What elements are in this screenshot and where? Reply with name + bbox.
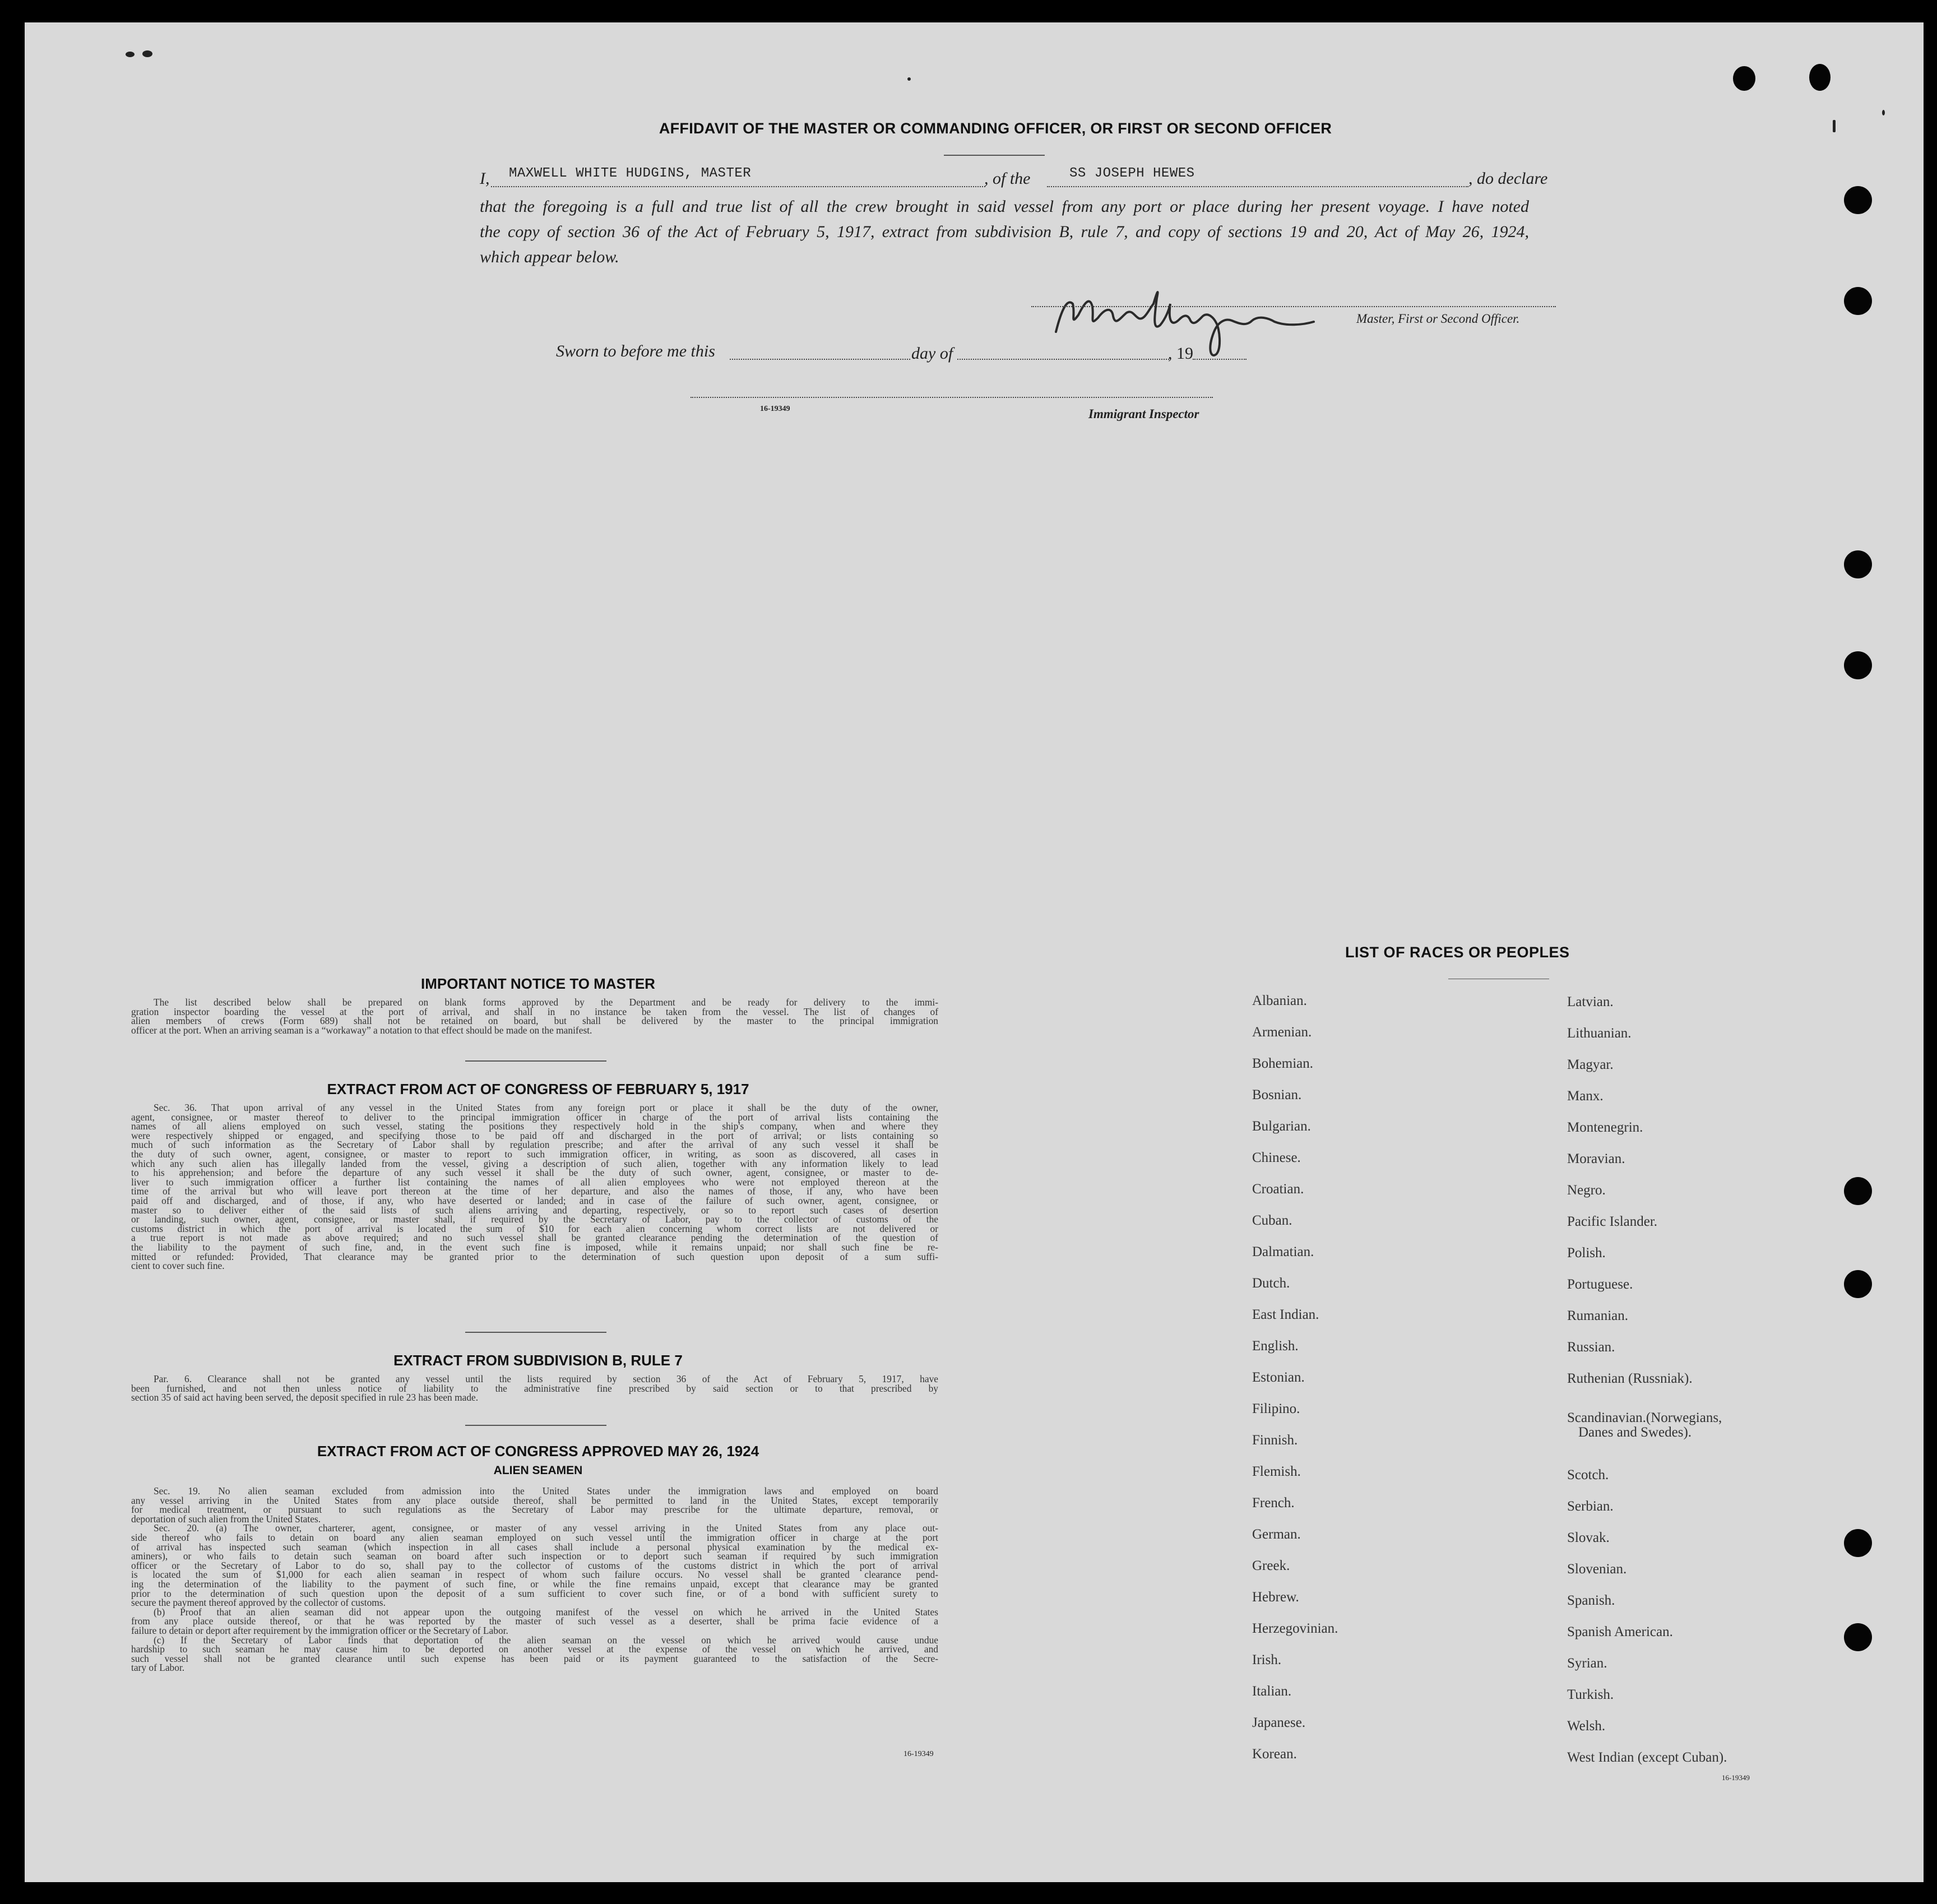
act-1924-line: Sec. 19. No alien seaman excluded from admission into the United States under the immigration laws and employed on board — [154, 1485, 938, 1497]
sworn-label: Sworn to before me this — [556, 342, 715, 360]
punch-hole — [1844, 1270, 1872, 1298]
act-1917-line: time of the arrival but who will leave port thereon at the time of her departure, and also the names of those, if any, who have been — [131, 1185, 938, 1197]
race-item: Negro. — [1567, 1183, 1606, 1198]
inspector-caption: Immigrant Inspector — [1088, 407, 1199, 421]
punch-hole — [1844, 1529, 1872, 1557]
year-prefix: , 19 — [1168, 344, 1193, 363]
race-item: Russian. — [1567, 1340, 1615, 1355]
race-item: Latvian. — [1567, 994, 1614, 1009]
act-1917-line: a true report is not made as above required; and no such vessel shall be granted clearance pending the determination of the question of — [131, 1232, 938, 1244]
act-1917-line: liver to such immigration officer a further list containing the names of all alien employees who were not employed thereon at the — [131, 1176, 938, 1188]
race-item: Turkish. — [1567, 1687, 1614, 1702]
notice-line: officer at the port. When an arriving seaman is a “workaway” a notation to that effect should be made on the manifest. — [131, 1024, 592, 1036]
section-divider — [465, 1425, 606, 1426]
speck — [1833, 120, 1836, 132]
punch-hole — [1809, 64, 1831, 91]
race-item: Italian. — [1252, 1684, 1292, 1699]
race-item: Japanese. — [1252, 1715, 1306, 1730]
race-item: English. — [1252, 1338, 1299, 1354]
affidavit-body — [480, 194, 1529, 270]
act-1917-line: which any such alien has illegally landed from the vessel, giving a description of such alien, together with any information likely to lead — [131, 1157, 938, 1169]
punch-hole — [1844, 550, 1872, 578]
race-item: Spanish. — [1567, 1593, 1615, 1608]
act-1917-line: the liability to the payment of such fine, and, in the event such fine is imposed, while it remains unpaid; nor shall such fine be re- — [131, 1241, 938, 1253]
punch-hole — [1844, 287, 1872, 315]
act-1924-line: prior to the determination of such question upon the deposit of a sum sufficient to cover such fine, or of a bond with sufficient surety to — [131, 1587, 938, 1599]
race-item: Slovak. — [1567, 1530, 1610, 1545]
race-item: Herzegovinian. — [1252, 1621, 1338, 1636]
race-item: Bohemian. — [1252, 1056, 1314, 1071]
race-item: East Indian. — [1252, 1307, 1319, 1322]
declarant-line — [480, 166, 1554, 192]
act-1917-line: or landing, such owner, agent, consignee, or master shall, if required by the Secretary of Labor, pay to the collector of customs of the — [131, 1213, 938, 1225]
act-1917-line: much of such information as the Secretary of Labor shall by regulation prescribe; and after the arrival of any such vessel it shall be — [131, 1139, 938, 1151]
act-1924-line: aminers), or who fails to detain such seaman on board after such inspection or to deport such seaman if required by such immigration — [131, 1550, 938, 1562]
section-divider — [465, 1332, 606, 1333]
affidavit-body-line: that the foregoing is a full and true list of all the crew brought in said vessel from any port or place during her present voyage. I have noted — [480, 197, 1529, 216]
act-1924-line: hardship to such seaman he may cause him to be deported on another vessel at the expense of the vessel on which he arrived, and — [131, 1643, 938, 1655]
rule7-paragraph — [131, 1374, 938, 1402]
speck — [1882, 110, 1885, 115]
race-item: Spanish American. — [1567, 1624, 1673, 1639]
inspector-signature-line — [691, 397, 1213, 398]
speck — [142, 50, 152, 57]
act-1924-line: secure the payment thereof approved by the collector of customs. — [131, 1597, 386, 1609]
act-1917-line: the duty of such owner, agent, consignee, or master to report to such immigration officer, in writing, as soon as discovered, all cases in — [131, 1148, 938, 1160]
race-item: Moravian. — [1567, 1151, 1625, 1166]
race-item: Pacific Islander. — [1567, 1214, 1658, 1229]
race-item: Slovenian. — [1567, 1562, 1627, 1577]
vessel-name-blank — [1047, 186, 1468, 187]
notice-paragraph — [131, 998, 938, 1035]
race-item: Korean. — [1252, 1747, 1297, 1762]
act-1924-line: tary of Labor. — [131, 1662, 185, 1674]
race-item: Montenegrin. — [1567, 1120, 1643, 1135]
race-item: Dutch. — [1252, 1276, 1290, 1291]
race-item: Bulgarian. — [1252, 1119, 1311, 1134]
signature-caption: Master, First or Second Officer. — [1356, 312, 1520, 326]
race-item: Portuguese. — [1567, 1277, 1633, 1292]
of-the-label: , of the — [984, 169, 1031, 188]
act-1924-line: ing the determination of the liability to the payment of such fine, or while the fine remains unpaid, except that clearance may be granted — [131, 1578, 938, 1590]
race-item: Rumanian. — [1567, 1308, 1629, 1323]
sworn-line — [556, 342, 1251, 364]
act-1917-line: master so to deliver either of the said lists of such aliens arriving and departing, respectively, or so to report such cases of desertion — [131, 1204, 938, 1216]
race-item: Flemish. — [1252, 1464, 1301, 1479]
form-page — [25, 22, 1924, 1882]
race-item: Magyar. — [1567, 1057, 1614, 1072]
rule7-line: section 35 of said act having been served, the deposit specified in rule 23 has been made. — [131, 1392, 479, 1403]
title-divider — [944, 155, 1045, 156]
notice-title: IMPORTANT NOTICE TO MASTER — [421, 975, 655, 992]
race-item: Chinese. — [1252, 1150, 1301, 1165]
notice-line: alien members of crews (Form 689) shall not be retained on board, but shall be delivered by the master to the principal immigration — [131, 1015, 938, 1027]
race-item: Armenian. — [1252, 1025, 1312, 1040]
act-1917-line: to his apprehension; and before the departure of any such vessel it shall be the duty of such owner, agent, consignee, or master to de- — [131, 1167, 938, 1179]
affidavit-title: AFFIDAVIT OF THE MASTER OR COMMANDING OFFICER, OR FIRST OR SECOND OFFICER — [659, 120, 1332, 137]
i-label: I, — [480, 169, 490, 188]
punch-hole — [1733, 66, 1755, 91]
race-item: Scandinavian.(Norwegians, — [1567, 1410, 1722, 1425]
act-1924-paragraph — [131, 1486, 938, 1673]
race-item: Finnish. — [1252, 1433, 1298, 1448]
act-1917-line: mitted or refunded: Provided, That clearance may be granted prior to the determination of such question upon deposit of a sum suffi- — [131, 1250, 938, 1262]
affidavit-body-line: which appear below. — [480, 248, 619, 266]
race-item: West Indian (except Cuban). — [1567, 1750, 1727, 1765]
act-1917-line: were respectively shipped or engaged, and specifying those to be paid off and discharged in the port of arrival; or lists containing so — [131, 1129, 938, 1141]
act-1917-line: paid off and discharged, and of those, if any, who have deserted or landed; and in case of the failure of such owner, agent, consignee, or — [131, 1194, 938, 1206]
act-1917-paragraph — [131, 1103, 938, 1271]
race-item: Albanian. — [1252, 993, 1307, 1008]
do-declare-label: , do declare — [1468, 169, 1548, 188]
speck — [126, 52, 135, 57]
affidavit-form-number: 16-19349 — [760, 405, 790, 413]
race-item: Croatian. — [1252, 1182, 1304, 1197]
act-1924-title: EXTRACT FROM ACT OF CONGRESS APPROVED MAY 26, 1924 — [317, 1443, 759, 1460]
race-item: Dalmatian. — [1252, 1244, 1314, 1259]
act-1917-line: agent, consignee, or master thereof to deliver to the principal immigration officer in charge of the port of arrival lists containing the — [131, 1111, 938, 1123]
race-item: Polish. — [1567, 1245, 1606, 1261]
act-1924-line: Sec. 20. (a) The owner, charterer, agent, consignee, or master of any vessel arriving in the United States from any place out- — [154, 1522, 938, 1534]
signature-line — [1031, 306, 1556, 307]
section-divider — [465, 1060, 606, 1062]
act-1924-line: failure to detain or deport after requirement by the immigration officer or the Secretary of Labor. — [131, 1624, 508, 1636]
race-item: Hebrew. — [1252, 1590, 1299, 1605]
act-1917-line: customs district in which the port of arrival is located the sum of $10 for each alien concerning whom correct lists are not delivered or — [131, 1222, 938, 1234]
master-name-value: MAXWELL WHITE HUDGINS, MASTER — [509, 166, 752, 181]
race-item: Ruthenian (Russniak). — [1567, 1371, 1693, 1386]
act-1924-line: for medical treatment, or pursuant to such regulations as the Secretary of Labor may prescribe for the ultimate departure, removal, or — [131, 1504, 938, 1516]
race-item: Irish. — [1252, 1652, 1282, 1667]
race-item: Manx. — [1567, 1088, 1604, 1104]
act-1924-line: from any place outside thereof, or that he was reported by the master of such vessel as a deserter, shall be prima facie evidence of a — [131, 1615, 938, 1627]
act-1917-line: cient to cover such fine. — [131, 1260, 225, 1272]
sworn-month-blank — [957, 359, 1169, 360]
master-name-blank — [491, 186, 985, 187]
race-item: German. — [1252, 1527, 1301, 1542]
act-1917-line: names of all aliens employed on such vessel, stating the positions they respectively hold in the ship's company, when and where they — [131, 1120, 938, 1132]
act-1917-line: Sec. 36. That upon arrival of any vessel in the United States from any foreign port or place it shall be the duty of the owner, — [154, 1102, 938, 1113]
rule7-title: EXTRACT FROM SUBDIVISION B, RULE 7 — [393, 1352, 683, 1369]
act-1924-subtitle: ALIEN SEAMEN — [493, 1464, 583, 1477]
act-1924-line: is located the sum of $1,000 for each alien seaman in respect of whom such failure occurs. No vessel shall be granted clearance pend- — [131, 1569, 938, 1581]
race-item: Syrian. — [1567, 1656, 1607, 1671]
speck — [907, 77, 911, 81]
act-1917-title: EXTRACT FROM ACT OF CONGRESS OF FEBRUARY 5, 1917 — [327, 1081, 749, 1097]
act-1924-line: officer or the Secretary of Labor to do so, shall pay to the collector of customs of the customs district in which the port of arrival — [131, 1559, 938, 1571]
races-title: LIST OF RACES OR PEOPLES — [1345, 944, 1570, 961]
act-1924-line: of arrival has inspected such seaman (which inspection in all cases shall include a personal physical examination by the medical ex- — [131, 1541, 938, 1553]
race-item: Filipino. — [1252, 1401, 1300, 1416]
race-item: Welsh. — [1567, 1718, 1606, 1734]
race-item: Serbian. — [1567, 1499, 1614, 1514]
races-form-number: 16-19349 — [1722, 1773, 1750, 1782]
race-item: Lithuanian. — [1567, 1026, 1632, 1041]
race-item: Danes and Swedes). — [1578, 1425, 1692, 1440]
act-1924-line: such vessel shall not be granted clearance until such expense has been paid or its payment guaranteed to the satisfaction of the Secre- — [131, 1652, 938, 1664]
race-item: Cuban. — [1252, 1213, 1292, 1228]
punch-hole — [1844, 1623, 1872, 1651]
act-1924-line: any vessel arriving in the United States from any place outside thereof, shall be permitted to land in the United States, except temporarily — [131, 1494, 938, 1506]
punch-hole — [1844, 1177, 1872, 1205]
race-item: Bosnian. — [1252, 1087, 1302, 1102]
sworn-year-blank — [1193, 359, 1246, 360]
punch-hole — [1844, 186, 1872, 214]
act-1924-line: deportation of such alien from the United States. — [131, 1513, 321, 1525]
sworn-day-blank — [730, 359, 910, 360]
rule7-line: Par. 6. Clearance shall not be granted any vessel until the lists required by section 36 of the Act of February 5, 1917, have — [154, 1373, 938, 1384]
race-item: Estonian. — [1252, 1370, 1305, 1385]
act-1924-line: (b) Proof that an alien seaman did not appear upon the outgoing manifest of the vessel on which he arrived in the United States — [154, 1606, 938, 1618]
race-item: French. — [1252, 1495, 1295, 1511]
notice-line: gration inspector boarding the vessel at the port of arrival, and shall in no instance be taken from the vessel. The list of changes of — [131, 1006, 938, 1017]
act-1924-line: side thereof who fails to detain on board any alien seaman employed on such vessel until the immigration officer in charge at the port — [131, 1531, 938, 1543]
race-item: Greek. — [1252, 1558, 1290, 1573]
notice-line: The list described below shall be prepared on blank forms approved by the Department and be ready for delivery to the immi- — [154, 997, 938, 1008]
act-1924-line: (c) If the Secretary of Labor finds that deportation of the alien seaman on the vessel on which he arrived would cause undue — [154, 1634, 938, 1646]
act-1924-form-number: 16-19349 — [903, 1750, 934, 1758]
punch-hole — [1844, 651, 1872, 679]
race-item: Scotch. — [1567, 1467, 1609, 1483]
affidavit-body-line: the copy of section 36 of the Act of February 5, 1917, extract from subdivision B, rule 7, and copy of sections 19 and 20, Act of May 26, 1924, — [480, 223, 1529, 241]
day-of-label: day of — [911, 344, 953, 363]
vessel-name-value: SS JOSEPH HEWES — [1069, 166, 1195, 181]
rule7-line: been furnished, and not then unless notice of liability to the administrative fine prescribed by said section or to that prescribed by — [131, 1382, 938, 1394]
